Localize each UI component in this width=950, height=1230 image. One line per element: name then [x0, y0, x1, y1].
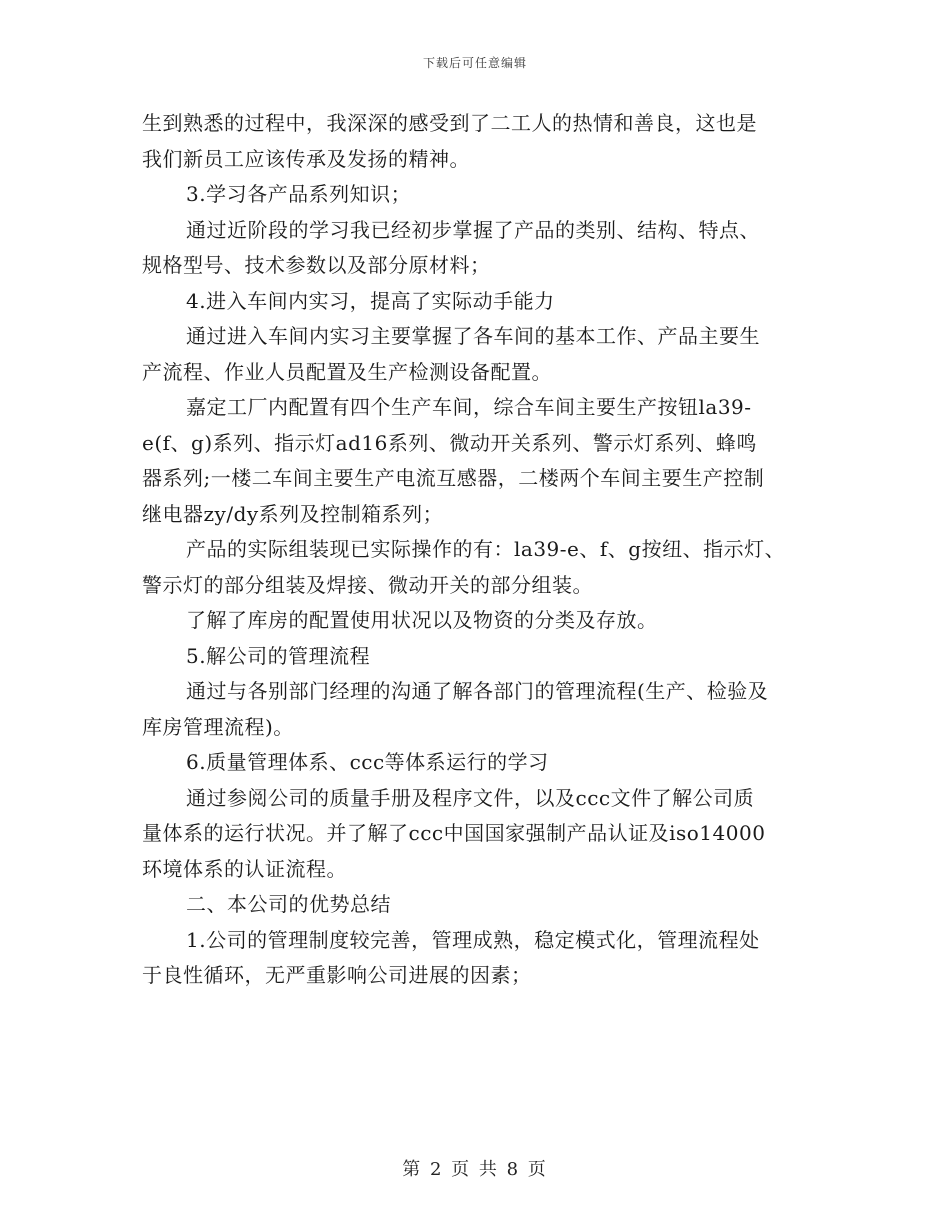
- body-line: 通过参阅公司的质量手册及程序文件，以及ccc文件了解公司质: [186, 785, 755, 810]
- body-line: 二、本公司的优势总结: [186, 892, 391, 916]
- body-line: 库房管理流程)。: [142, 714, 294, 739]
- body-line: 嘉定工厂内配置有四个生产车间，综合车间主要生产按钮la39-: [186, 395, 752, 419]
- body-line: 1.公司的管理制度较完善，管理成熟，稳定模式化，管理流程处: [186, 927, 760, 952]
- header-note: 下载后可任意编辑: [422, 56, 527, 70]
- body-line: 环境体系的认证流程。: [142, 856, 347, 881]
- body-line: 产流程、作业人员配置及生产检测设备配置。: [142, 359, 552, 384]
- document-body: [142, 106, 808, 994]
- body-line: 警示灯的部分组装及焊接、微动开关的部分组装。: [142, 572, 593, 597]
- body-line: 6.质量管理体系、ccc等体系运行的学习: [186, 750, 549, 774]
- body-line: 了解了库房的配置使用状况以及物资的分类及存放。: [186, 608, 658, 632]
- body-line: 生到熟悉的过程中，我深深的感受到了二工人的热情和善良，这也是: [142, 111, 757, 135]
- body-line: 于良性循环，无严重影响公司进展的因素；: [142, 963, 532, 987]
- body-line: 量体系的运行状况。并了解了ccc中国国家强制产品认证及iso14000: [142, 821, 766, 845]
- body-line: 器系列;一楼二车间主要生产电流互感器，二楼两个车间主要生产控制: [142, 466, 765, 490]
- body-line: 规格型号、技术参数以及部分原材料；: [142, 253, 491, 277]
- body-line: 继电器zy/dy系列及控制箱系列；: [142, 501, 444, 526]
- page-number: 第 2 页 共 8 页: [402, 1159, 548, 1180]
- body-line: 4.进入车间内实习，提高了实际动手能力: [186, 288, 555, 313]
- body-line: 通过与各别部门经理的沟通了解各部门的管理流程(生产、检验及: [186, 679, 769, 703]
- body-line: 产品的实际组装现已实际操作的有：la39-e、f、g按纽、指示灯、: [186, 537, 786, 561]
- body-line: 通过近阶段的学习我已经初步掌握了产品的类别、结构、特点、: [186, 217, 760, 242]
- body-line: 我们新员工应该传承及发扬的精神。: [142, 146, 470, 171]
- body-line: 通过进入车间内实习主要掌握了各车间的基本工作、产品主要生: [186, 324, 760, 348]
- body-line: 5.解公司的管理流程: [186, 643, 371, 668]
- body-line: e(f、g)系列、指示灯ad16系列、微动开关系列、警示灯系列、蜂鸣: [142, 430, 757, 455]
- body-line: 3.学习各产品系列知识；: [186, 182, 412, 206]
